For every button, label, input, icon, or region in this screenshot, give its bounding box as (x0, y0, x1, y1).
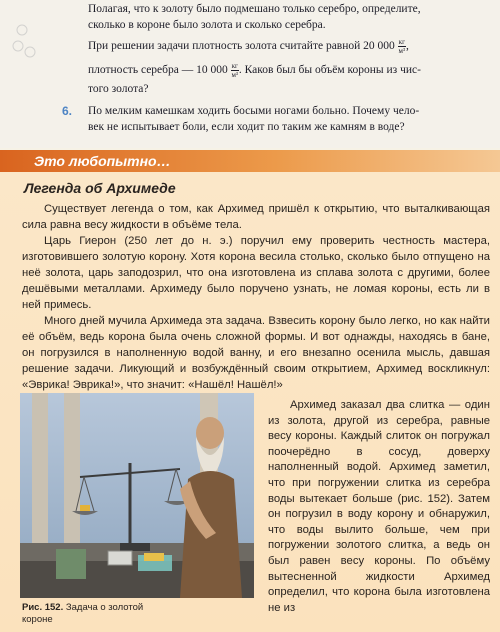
faint-margin-icon (4, 22, 44, 62)
article-paragraph-2: Царь Гиерон (250 лет до н. э.) поручил ему проверить честность мастера, изготовившего золотую корону. Хотя корона весила столько, сколько было отпущено на неё золота, царь заподозрил, что она изготовлена из сплава золота с другими, более дешёвыми металлами. Архимеду было поручено узнать, не ломая короны, есть ли в ней примесь. (22, 235, 490, 311)
unit-numerator: кг (398, 38, 405, 46)
archimedes-illustration (20, 393, 254, 598)
density-line-text: При решении задачи плотность золота считайте равной 20 000 (88, 40, 395, 53)
exercise-section (0, 0, 500, 148)
density-unit-fraction (398, 38, 406, 55)
density-unit-fraction-2 (231, 62, 239, 79)
density-line3: того золота? (88, 83, 149, 95)
banner-title: Это любопытно… (34, 153, 171, 169)
task-continuation-line1: Полагая, что к золоту было подмешано только серебро, определите, (88, 3, 421, 15)
unit-numerator-2: кг (231, 62, 238, 70)
article-paragraph-3: Много дней мучила Архимеда эта задача. Взвесить корону было легко, но как найти её объём, ведь корона была очень сложной формы. И вот однажды, находясь в бане, он погрузился в наполненную водой ванну, и его внезапно осенила мысль, давшая решение задачи. Ликующий и возбуждённый своим открытием, Архимед воскликнул: «Эврика! Эврика!», что значит: «Нашёл! Нашёл!» (22, 315, 490, 391)
task6-line2: век не испытывает боли, если ходит по таким же камням в воде? (88, 121, 405, 133)
figure-caption-label: Рис. 152. (22, 602, 64, 613)
section-banner (0, 150, 500, 172)
density-line: При решении задачи плотность золота считайте равной 20 000 $\frac{кг}{\text{м³}}$ , (88, 38, 409, 55)
density-line2-text: плотность серебра — 10 000 (88, 64, 228, 77)
task6-number: 6. (62, 104, 73, 118)
density-line2 (88, 62, 480, 79)
unit-denominator-2: м³ (231, 71, 239, 79)
task6-line1: По мелким камешкам ходить босыми ногами больно. Почему чело- (88, 105, 420, 117)
figure-caption (22, 602, 162, 626)
task-continuation-line2: сколько в короне было золота и сколько серебра. (88, 19, 326, 31)
article-paragraph-4: Архимед заказал два слитка — один из золота, другой из серебра, равные весу короны. Каждый слиток он погружал поочерёдно в сосуд, доверху наполненный водой. Архимед заметил, что при погружении слитка из серебра воды вытекает больше (рис. 152). Затем он погрузил в воду корону и обнаружил, что воды вылито больше, чем при погружении золотого слитка, а ведь он был равен весу короны. По объёму вытесненной жидкости Архимед определил, что корона была изготовлена не из (268, 399, 490, 614)
margin-decoration (4, 22, 44, 62)
density-line2-end: . Каков был бы объём короны из чис- (238, 64, 421, 77)
archimedes-scale-picture (20, 393, 254, 598)
figure-caption-text: Задача о золотой короне (22, 602, 144, 625)
article-title: Легенда об Архимеде (24, 180, 176, 196)
article-paragraph-1: Существует легенда о том, как Архимед пришёл к открытию, что выталкивающая сила равна весу жидкости в объёме тела. (22, 203, 490, 231)
unit-denominator: м³ (398, 47, 406, 55)
